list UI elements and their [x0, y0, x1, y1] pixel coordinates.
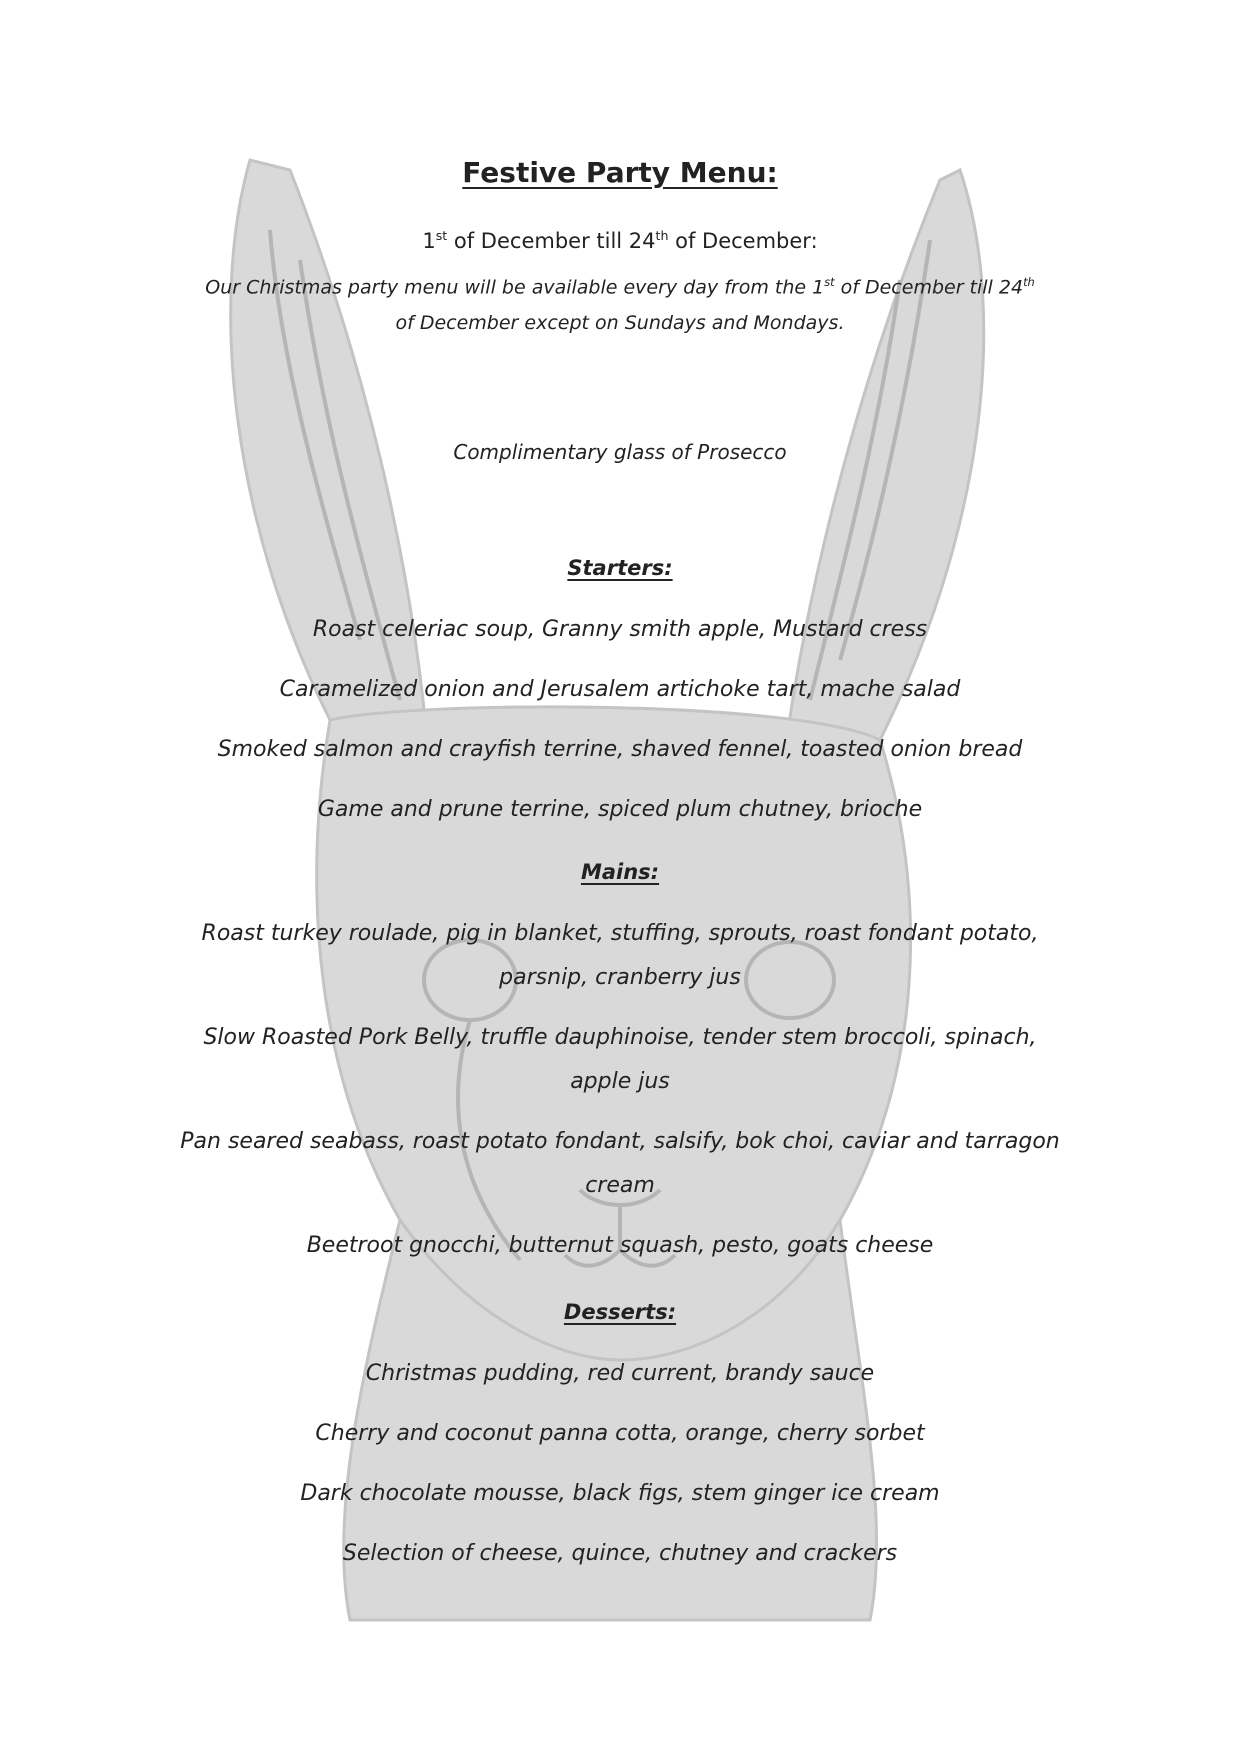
dates-end-day: 24	[628, 229, 656, 253]
dates-start-day: 1	[422, 229, 436, 253]
main-item-line1: Slow Roasted Pork Belly, truffle dauphinoise, tender stem broccoli, spinach,	[203, 1025, 1037, 1050]
dates-start-suffix: st	[435, 228, 448, 243]
dessert-item: Dark chocolate mousse, black figs, stem ginger ice cream	[300, 1481, 940, 1506]
main-item	[120, 1224, 1120, 1268]
note-part2: of December till	[834, 276, 999, 299]
main-item	[120, 1016, 1120, 1104]
starter-item: Roast celeriac soup, Granny smith apple, Mustard cress	[312, 617, 928, 642]
dessert-item: Selection of cheese, quince, chutney and crackers	[342, 1541, 898, 1566]
availability-dates	[120, 228, 1120, 253]
starter-item: Caramelized onion and Jerusalem artichoke tart, mache salad	[279, 677, 961, 702]
note-start-suffix: st	[824, 275, 835, 289]
main-item-line2: cream	[585, 1173, 655, 1198]
starter-item: Game and prune terrine, spiced plum chutney, brioche	[317, 797, 923, 822]
availability-note	[120, 264, 1120, 341]
starters-heading: Starters:	[567, 556, 673, 580]
dates-end-suffix: th	[655, 228, 669, 243]
note-part3: of December except on Sundays and Mondays.	[395, 312, 845, 335]
note-end-day: 24	[998, 276, 1024, 299]
note-start-day: 1	[812, 276, 825, 299]
main-item-line2: apple jus	[570, 1069, 670, 1094]
main-item-line2: parsnip, cranberry jus	[499, 965, 741, 990]
dessert-item: Christmas pudding, red current, brandy sauce	[365, 1361, 875, 1386]
prosecco-offer: Complimentary glass of Prosecco	[453, 440, 787, 464]
desserts-heading: Desserts:	[563, 1300, 677, 1324]
main-item-line1: Pan seared seabass, roast potato fondant, salsify, bok choi, caviar and tarragon	[180, 1129, 1060, 1154]
note-end-suffix: th	[1023, 275, 1035, 289]
main-item	[120, 1120, 1120, 1208]
menu-title: Festive Party Menu:	[462, 156, 778, 189]
note-part1: Our Christmas party menu will be available every day from the	[205, 276, 813, 299]
dessert-item: Cherry and coconut panna cotta, orange, cherry sorbet	[315, 1421, 925, 1446]
main-item	[120, 912, 1120, 1000]
main-item-line1: Beetroot gnocchi, butternut squash, pesto, goats cheese	[306, 1233, 934, 1258]
dates-end: of December:	[668, 229, 818, 253]
starter-item: Smoked salmon and crayfish terrine, shaved fennel, toasted onion bread	[217, 737, 1023, 762]
main-item-line1: Roast turkey roulade, pig in blanket, stuffing, sprouts, roast fondant potato,	[201, 921, 1039, 946]
mains-heading: Mains:	[580, 860, 660, 884]
dates-middle: of December till	[447, 229, 629, 253]
